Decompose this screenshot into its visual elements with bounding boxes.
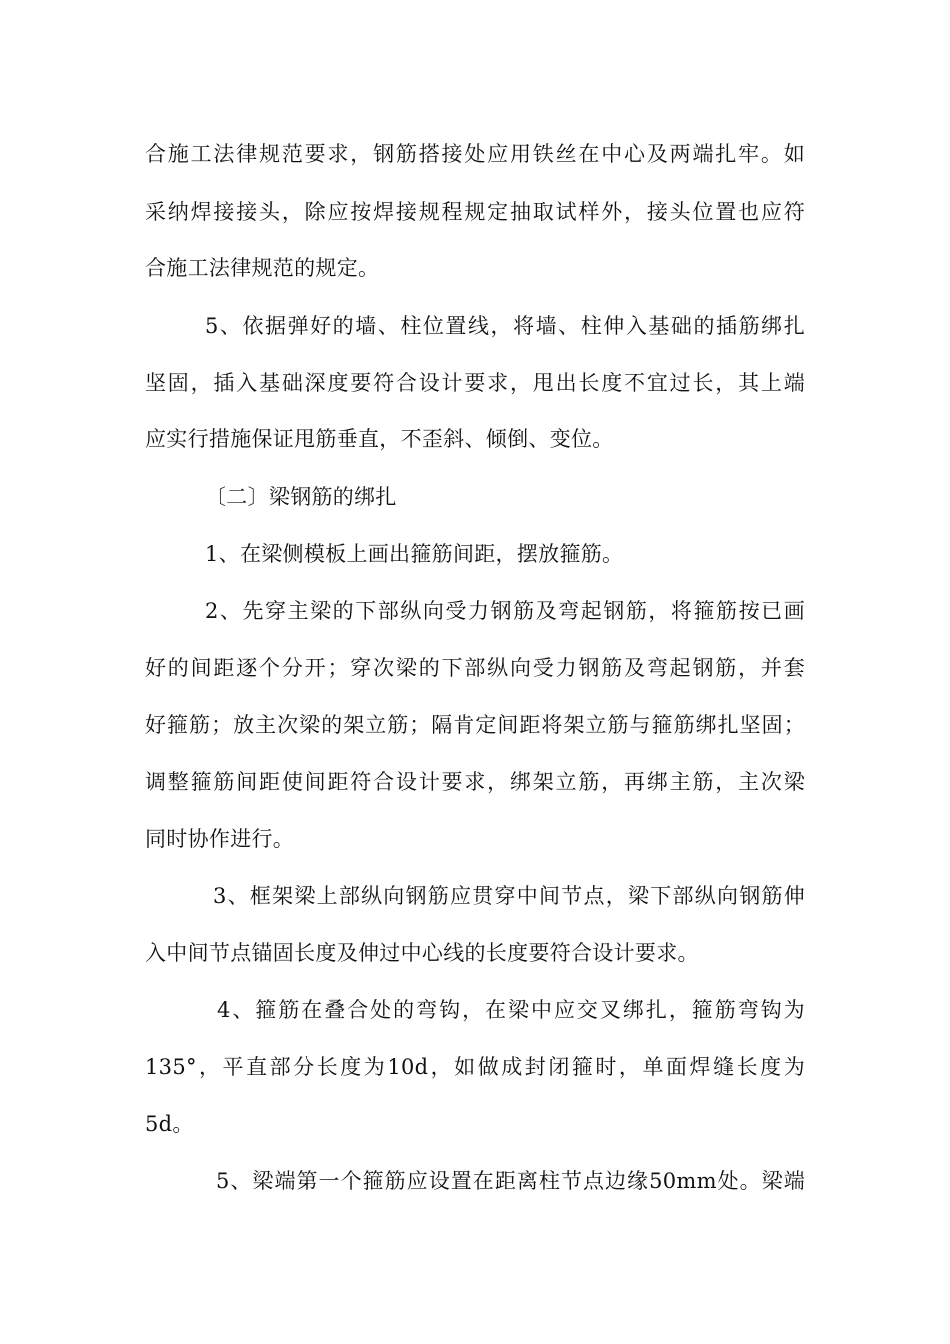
text-line: 合施工法律规范要求，钢筋搭接处应用铁丝在中心及两端扎牢。如 [145, 142, 805, 166]
text-line: 应实行措施保证甩筋垂直，不歪斜、倾倒、变位。 [145, 427, 614, 451]
text-line: 合施工法律规范的规定。 [145, 256, 380, 280]
text-line: 入中间节点锚固长度及伸过中心线的长度要符合设计要求。 [145, 941, 699, 965]
text-line: 调整箍筋间距使间距符合设计要求，绑架立筋，再绑主筋，主次梁 [145, 770, 805, 794]
paragraph-first-line: 3、框架梁上部纵向钢筋应贯穿中间节点，梁下部纵向钢筋伸 [213, 884, 805, 908]
text-line: 坚固，插入基础深度要符合设计要求，甩出长度不宜过长，其上端 [145, 371, 805, 395]
paragraph-first-line: 2、先穿主梁的下部纵向受力钢筋及弯起钢筋，将箍筋按已画 [205, 599, 805, 623]
text-line: 采纳焊接接头，除应按焊接规程规定抽取试样外，接头位置也应符 [145, 200, 805, 224]
paragraph-first-line: 1、在梁侧模板上画出箍筋间距，摆放箍筋。 [205, 542, 624, 566]
paragraph-first-line: 4、箍筋在叠合处的弯钩，在梁中应交叉绑扎，箍筋弯钩为 [217, 998, 805, 1022]
paragraph-first-line: 5、依据弹好的墙、柱位置线，将墙、柱伸入基础的插筋绑扎 [205, 314, 805, 338]
text-line: 同时协作进行。 [145, 827, 295, 851]
text-line: 135°，平直部分长度为10d，如做成封闭箍时，单面焊缝长度为 [145, 1055, 805, 1079]
section-heading: 〔二〕梁钢筋的绑扎 [205, 485, 397, 509]
text-line: 好箍筋；放主次梁的架立筋；隔肯定间距将架立筋与箍筋绑扎坚固； [145, 713, 805, 737]
text-line: 5d。 [145, 1112, 194, 1136]
text-line: 好的间距逐个分开；穿次梁的下部纵向受力钢筋及弯起钢筋，并套 [145, 656, 805, 680]
paragraph-first-line: 5、梁端第一个箍筋应设置在距离柱节点边缘50mm处。梁端 [216, 1169, 805, 1193]
